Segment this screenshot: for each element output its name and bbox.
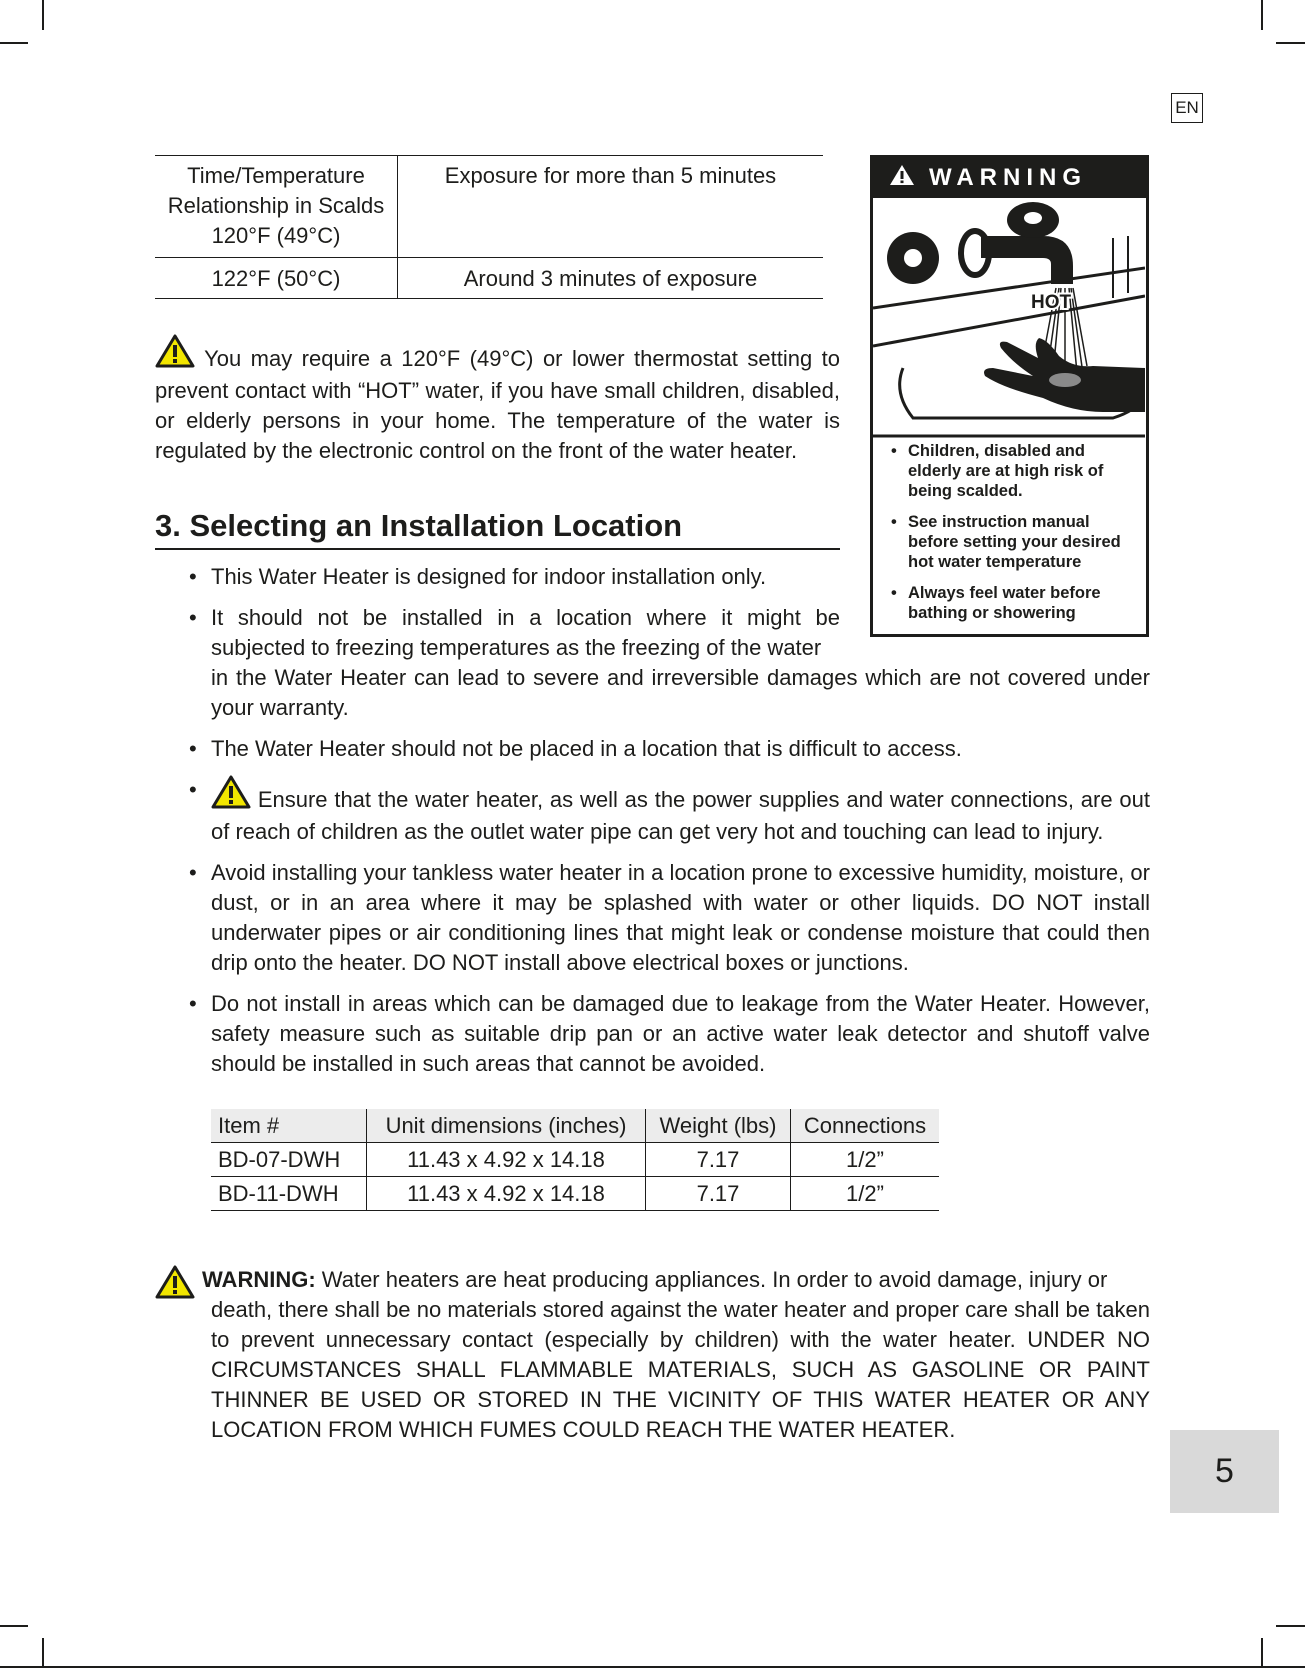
caution-triangle-icon [211, 775, 251, 817]
section-heading: 3. Selecting an Installation Location [155, 506, 840, 550]
table-cell: BD-11-DWH [211, 1177, 367, 1211]
crop-mark [0, 42, 28, 44]
hot-water-warning-label [870, 155, 1149, 637]
warning-paragraph [155, 1265, 1150, 1445]
table-cell: Around 3 minutes of exposure [398, 258, 824, 299]
crop-mark [0, 1625, 28, 1627]
table-cell: 7.17 [646, 1143, 791, 1177]
warning-label-list [891, 441, 1131, 634]
list-item: • Children, disabled and elderly are at high risk of being scalded. [891, 441, 1131, 501]
list-item: • Do not install in areas which can be damaged due to leakage from the Water Heater. However, safety measure such as suitable drip pan or an active water leak detector and shutoff valve should be installed in such areas that cannot be avoided. [155, 989, 1150, 1079]
table-cell: 1/2” [791, 1177, 940, 1211]
table-row [211, 1177, 939, 1211]
burn-label: BURN [1048, 418, 1093, 434]
section-number: 3 [155, 508, 173, 543]
table-row [211, 1143, 939, 1177]
crop-mark [42, 1638, 44, 1668]
column-header: Unit dimensions (inches) [367, 1109, 646, 1143]
crop-mark [1261, 1638, 1263, 1668]
page-number: 5 [1170, 1430, 1279, 1513]
crop-mark [1276, 42, 1305, 44]
table-cell: Time/Temperature Relationship in Scalds 120°F (49°C) [155, 156, 398, 258]
table-cell: 122°F (50°C) [155, 258, 398, 299]
list-item: • Always feel water before bathing or showering [891, 583, 1131, 623]
crop-mark [1261, 0, 1263, 30]
table-cell: Exposure for more than 5 minutes [398, 156, 824, 258]
table-row [155, 258, 823, 299]
list-item [155, 775, 1150, 847]
column-header: Weight (lbs) [646, 1109, 791, 1143]
list-item-text: Ensure that the water heater, as well as the power supplies and water connections, are out of reach of children as the outlet water pipe can get very hot and touching can lead to injury. [211, 787, 1150, 844]
section-title: Selecting an Installation Location [189, 508, 683, 543]
column-header: Item # [211, 1109, 367, 1143]
warning-label: WARNING: [202, 1267, 316, 1292]
table-cell: 7.17 [646, 1177, 791, 1211]
warning-text: Water heaters are heat producing appliances. In order to avoid damage, injury or [315, 1267, 1108, 1292]
caution-paragraph [155, 334, 840, 466]
list-item: • See instruction manual before setting your desired hot water temperature [891, 512, 1131, 572]
column-header: Connections [791, 1109, 940, 1143]
warning-first-line [155, 1265, 1150, 1295]
installation-bullet-list [155, 562, 1150, 1090]
caution-triangle-icon [155, 334, 195, 376]
caution-text: You may require a 120°F (49°C) or lower thermostat setting to prevent contact with “HOT” water, if you have small children, disabled, or elderly persons in your home. The temperature of the water is regulated by the electronic control on the front of the water heater. [155, 346, 840, 463]
list-item: • This Water Heater is designed for indoor installation only. [155, 562, 1150, 592]
warning-text: death, there shall be no materials stored against the water heater and proper care shall be taken to prevent unnecessary contact (especially by children) with the water heater. UNDER NO CIRCUMSTANCES SHALL FLAMMABLE MATERIALS, SUCH AS GASOLINE OR PAINT THINNER BE USED OR STORED IN THE VICINITY OF THIS WATER HEATER OR ANY LOCATION FROM WHICH FUMES COULD REACH THE WATER HEATER. [211, 1297, 1150, 1442]
table-cell: 11.43 x 4.92 x 14.18 [367, 1177, 646, 1211]
language-badge: EN [1171, 93, 1203, 123]
list-item: • Avoid installing your tankless water heater in a location prone to excessive humidity, moisture, or dust, or in an area where it may be splashed with water or other liquids. DO NOT install underwater pipes or air conditioning lines that might leak or condense moisture that could then drip onto the heater. DO NOT install above electrical boxes or junctions. [155, 858, 1150, 978]
crop-mark [1276, 1625, 1305, 1627]
table-cell: BD-07-DWH [211, 1143, 367, 1177]
warning-triangle-icon [889, 164, 915, 193]
table-header-row [211, 1109, 939, 1143]
list-item-text: • It should not be installed in a location where it might be subjected to freezing temperatures as the freezing of the water [211, 605, 840, 660]
crop-mark [42, 0, 44, 30]
warning-label-header [873, 158, 1146, 198]
unit-dimensions-table [211, 1109, 939, 1211]
scald-time-temperature-table [155, 155, 823, 299]
list-item-text: in the Water Heater can lead to severe and irreversible damages which are not covered under your warranty. [211, 665, 1150, 720]
table-cell: 1/2” [791, 1143, 940, 1177]
table-cell: 11.43 x 4.92 x 14.18 [367, 1143, 646, 1177]
list-item: • The Water Heater should not be placed in a location that is difficult to access. [155, 734, 1150, 764]
table-row [155, 156, 823, 258]
warning-label-title: WARNING [929, 164, 1087, 191]
hot-label: HOT [1031, 292, 1072, 313]
